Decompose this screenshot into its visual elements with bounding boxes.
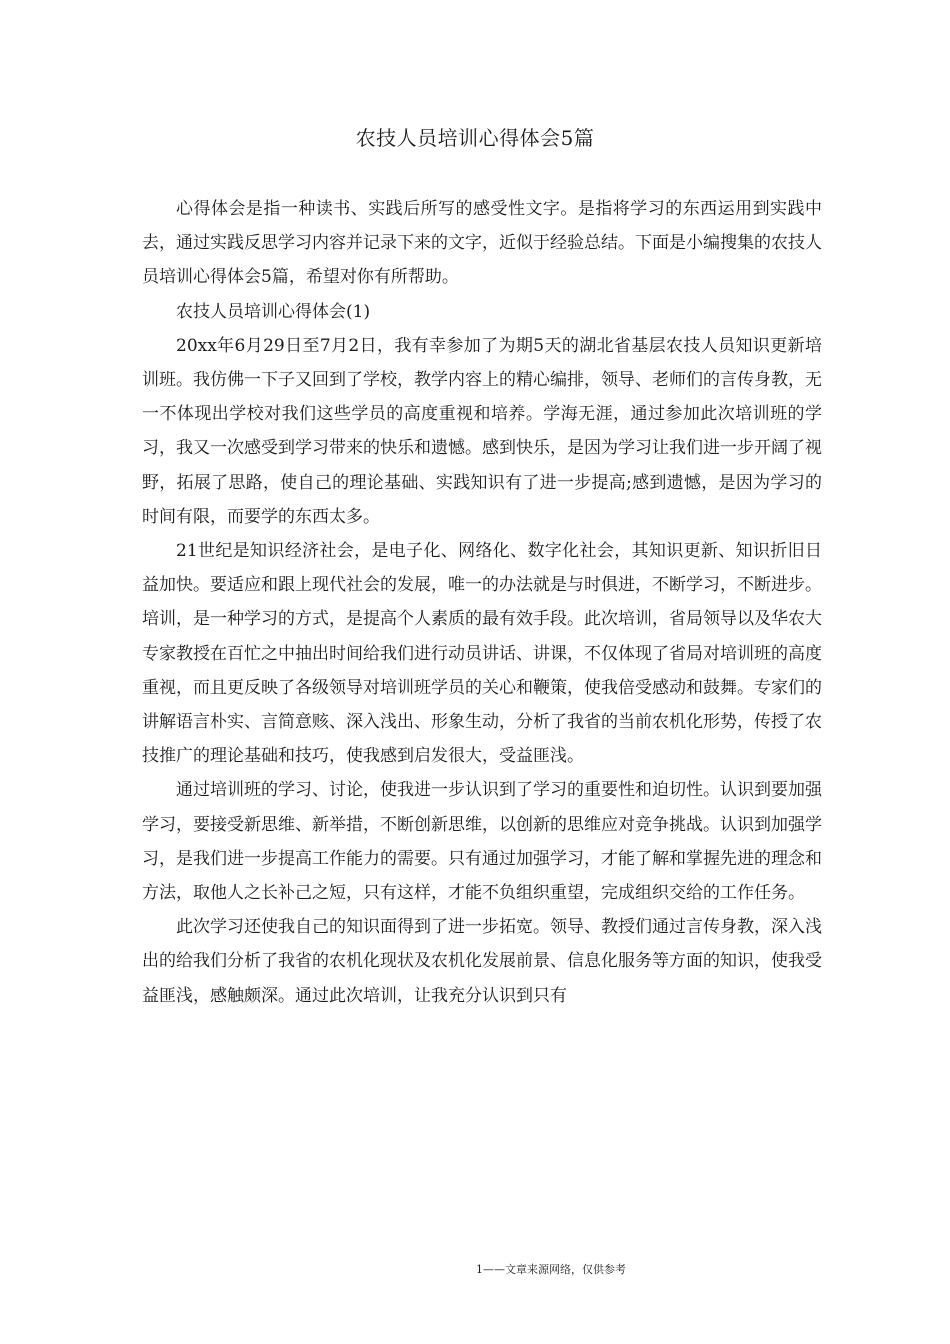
paragraph: 20xx年6月29日至7月2日，我有幸参加了为期5天的湖北省基层农技人员知识更新培训班。我仿佛一下子又回到了学校，教学内容上的精心编排，领导、老师们的言传身教，无一不体现出学校对我们这些学员的高度重视和培养。学海无涯，通过参加此次培训班的学习，我又一次感受到学习带来的快乐和遗憾。感到快乐，是因为学习让我们进一步开阔了视野，拓展了思路，使自己的理论基础、实践知识有了进一步提高;感到遗憾，是因为学习的时间有限，而要学的东西太多。 — [142, 335, 822, 527]
document-title: 农技人员培训心得体会5篇 — [355, 126, 595, 150]
page-footer: 1——文章来源网络，仅供参考 — [476, 1263, 626, 1276]
paragraph-intro: 心得体会是指一种读书、实践后所写的感受性文字。是指将学习的东西运用到实践中去，通过实践反思学习内容并记录下来的文字，近似于经验总结。下面是小编搜集的农技人员培训心得体会5篇，希望对你有所帮助。 — [142, 199, 822, 288]
document-body — [142, 192, 822, 1013]
section-heading-1: 农技人员培训心得体会(1) — [176, 301, 371, 322]
paragraph: 通过培训班的学习、讨论，使我进一步认识到了学习的重要性和迫切性。认识到要加强学习，要接受新思维、新举措，不断创新思维，以创新的思维应对竞争挑战。认识到加强学习，是我们进一步提高工作能力的需要。只有通过加强学习，才能了解和掌握先进的理念和方法，取他人之长补己之短，只有这样，才能不负组织重望，完成组织交给的工作任务。 — [142, 780, 822, 904]
paragraph: 21世纪是知识经济社会，是电子化、网络化、数字化社会，其知识更新、知识折旧日益加快。要适应和跟上现代社会的发展，唯一的办法就是与时俱进，不断学习，不断进步。培训，是一种学习的方式，是提高个人素质的最有效手段。此次培训，省局领导以及华农大专家教授在百忙之中抽出时间给我们进行动员讲话、讲课，不仅体现了省局对培训班的高度重视，而且更反映了各级领导对培训班学员的关心和鞭策，使我倍受感动和鼓舞。专家们的讲解语言朴实、言简意赅、深入浅出、形象生动，分析了我省的当前农机化形势，传授了农技推广的理论基础和技巧，使我感到启发很大，受益匪浅。 — [142, 541, 822, 767]
paragraph: 此次学习还使我自己的知识面得到了进一步拓宽。领导、教授们通过言传身教，深入浅出的给我们分析了我省的农机化现状及农机化发展前景、信息化服务等方面的知识，使我受益匪浅，感触颇深。通过此次培训，让我充分认识到只有 — [142, 917, 822, 1006]
